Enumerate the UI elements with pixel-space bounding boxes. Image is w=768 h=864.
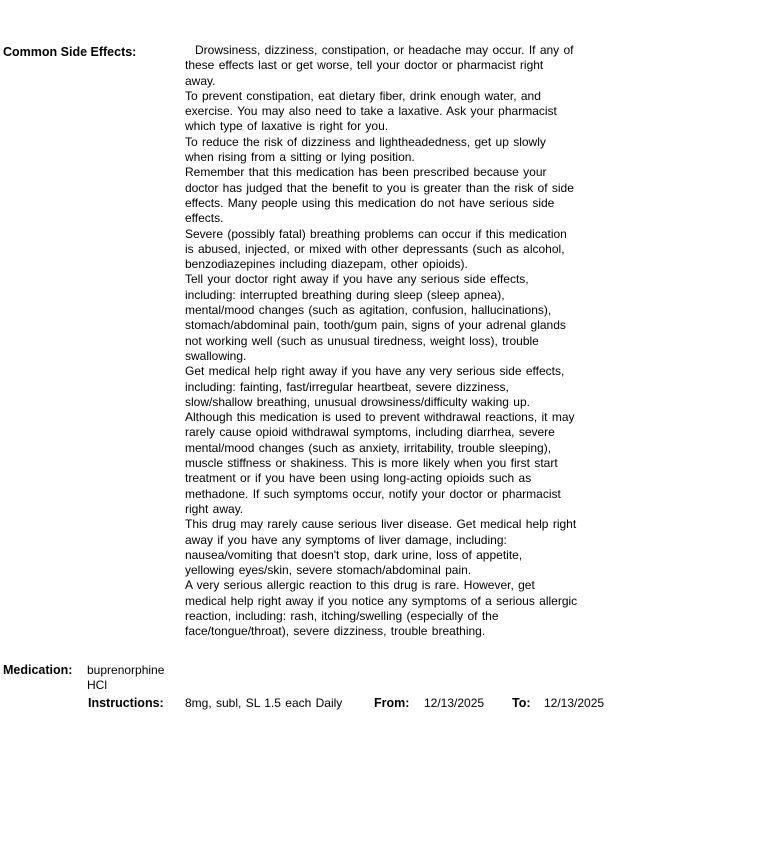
paragraph <box>185 227 577 273</box>
text-line: treatment or if you have been using long-acting opioids such as <box>185 471 532 486</box>
paragraph <box>185 272 577 364</box>
to-date-value: 12/13/2025 <box>544 696 605 710</box>
text-line: right away. <box>185 501 244 516</box>
common-side-effects-label: Common Side Effects: <box>3 45 137 59</box>
text-line: doctor has judged that the benefit to you is greater than the risk of side <box>185 180 574 195</box>
text-line: medical help right away if you notice any symptoms of a serious allergic <box>185 593 578 608</box>
paragraph <box>185 364 577 410</box>
text-line: rarely cause opioid withdrawal symptoms, including diarrhea, severe <box>185 425 555 440</box>
text-line: which type of laxative is right for you. <box>185 119 389 134</box>
text-line: yellowing eyes/skin, severe stomach/abdominal pain. <box>185 563 472 578</box>
text-line: To reduce the risk of dizziness and lightheadedness, get up slowly <box>185 134 546 149</box>
text-line: Severe (possibly fatal) breathing problems can occur if this medication <box>185 226 567 241</box>
paragraph <box>185 517 577 578</box>
text-line: is abused, injected, or mixed with other depressants (such as alcohol, <box>185 241 565 256</box>
text-line: slow/shallow breathing, unusual drowsiness/difficulty waking up. <box>185 394 530 409</box>
paragraph <box>185 89 577 135</box>
medication-value: buprenorphine HCl <box>87 663 165 692</box>
text-line: Although this medication is used to prevent withdrawal reactions, it may <box>185 410 575 425</box>
text-line: when rising from a sitting or lying position. <box>185 150 415 165</box>
text-line: Drowsiness, dizziness, constipation, or headache may occur. If any of <box>195 43 574 57</box>
to-label: To: <box>512 696 531 710</box>
text-line: not working well (such as unusual tiredness, weight loss), trouble <box>185 333 539 348</box>
text-line: A very serious allergic reaction to this drug is rare. However, get <box>185 578 535 593</box>
text-line: effects. Many people using this medication do not have serious side <box>185 195 555 210</box>
from-date-value: 12/13/2025 <box>424 696 485 710</box>
instructions-value: 8mg, subl, SL 1.5 each Daily <box>185 696 343 710</box>
from-label: From: <box>374 696 410 710</box>
text-line: mental/mood changes (such as anxiety, irritability, trouble sleeping), <box>185 440 552 455</box>
text-line: swallowing. <box>185 348 247 363</box>
text-line: Remember that this medication has been prescribed because your <box>185 165 547 180</box>
paragraph <box>185 410 577 517</box>
text-line: face/tongue/throat), severe dizziness, trouble breathing. <box>185 624 486 639</box>
medication-label: Medication: <box>3 663 73 677</box>
paragraph <box>185 135 577 166</box>
side-effects-text <box>185 43 577 640</box>
paragraph <box>185 43 577 89</box>
text-line: benzodiazepines including diazepam, other opioids). <box>185 257 468 272</box>
text-line: exercise. You may also need to take a laxative. Ask your pharmacist <box>185 104 557 119</box>
text-line: methadone. If such symptoms occur, notify your doctor or pharmacist <box>185 486 561 501</box>
paragraph <box>185 578 577 639</box>
text-line: Tell your doctor right away if you have any serious side effects, <box>185 272 529 287</box>
text-line: including: fainting, fast/irregular heartbeat, severe dizziness, <box>185 379 509 394</box>
text-line: muscle stiffness or shakiness. This is more likely when you first start <box>185 456 558 471</box>
text-line: these effects last or get worse, tell your doctor or pharmacist right <box>185 58 544 73</box>
text-line: including: interrupted breathing during sleep (sleep apnea), <box>185 287 505 302</box>
text-line: effects. <box>185 211 224 226</box>
text-line: stomach/abdominal pain, tooth/gum pain, signs of your adrenal glands <box>185 318 566 333</box>
text-line: away if you have any symptoms of liver damage, including: <box>185 532 507 547</box>
paragraph <box>185 165 577 226</box>
instructions-label: Instructions: <box>88 696 164 710</box>
text-line: Get medical help right away if you have any very serious side effects, <box>185 364 565 379</box>
text-line: To prevent constipation, eat dietary fiber, drink enough water, and <box>185 88 541 103</box>
text-line: reaction, including: rash, itching/swelling (especially of the <box>185 608 499 623</box>
text-line: away. <box>185 73 216 88</box>
text-line: mental/mood changes (such as agitation, confusion, hallucinations), <box>185 303 552 318</box>
text-line: This drug may rarely cause serious liver disease. Get medical help right <box>185 517 577 532</box>
text-line: nausea/vomiting that doesn't stop, dark urine, loss of appetite, <box>185 547 523 562</box>
